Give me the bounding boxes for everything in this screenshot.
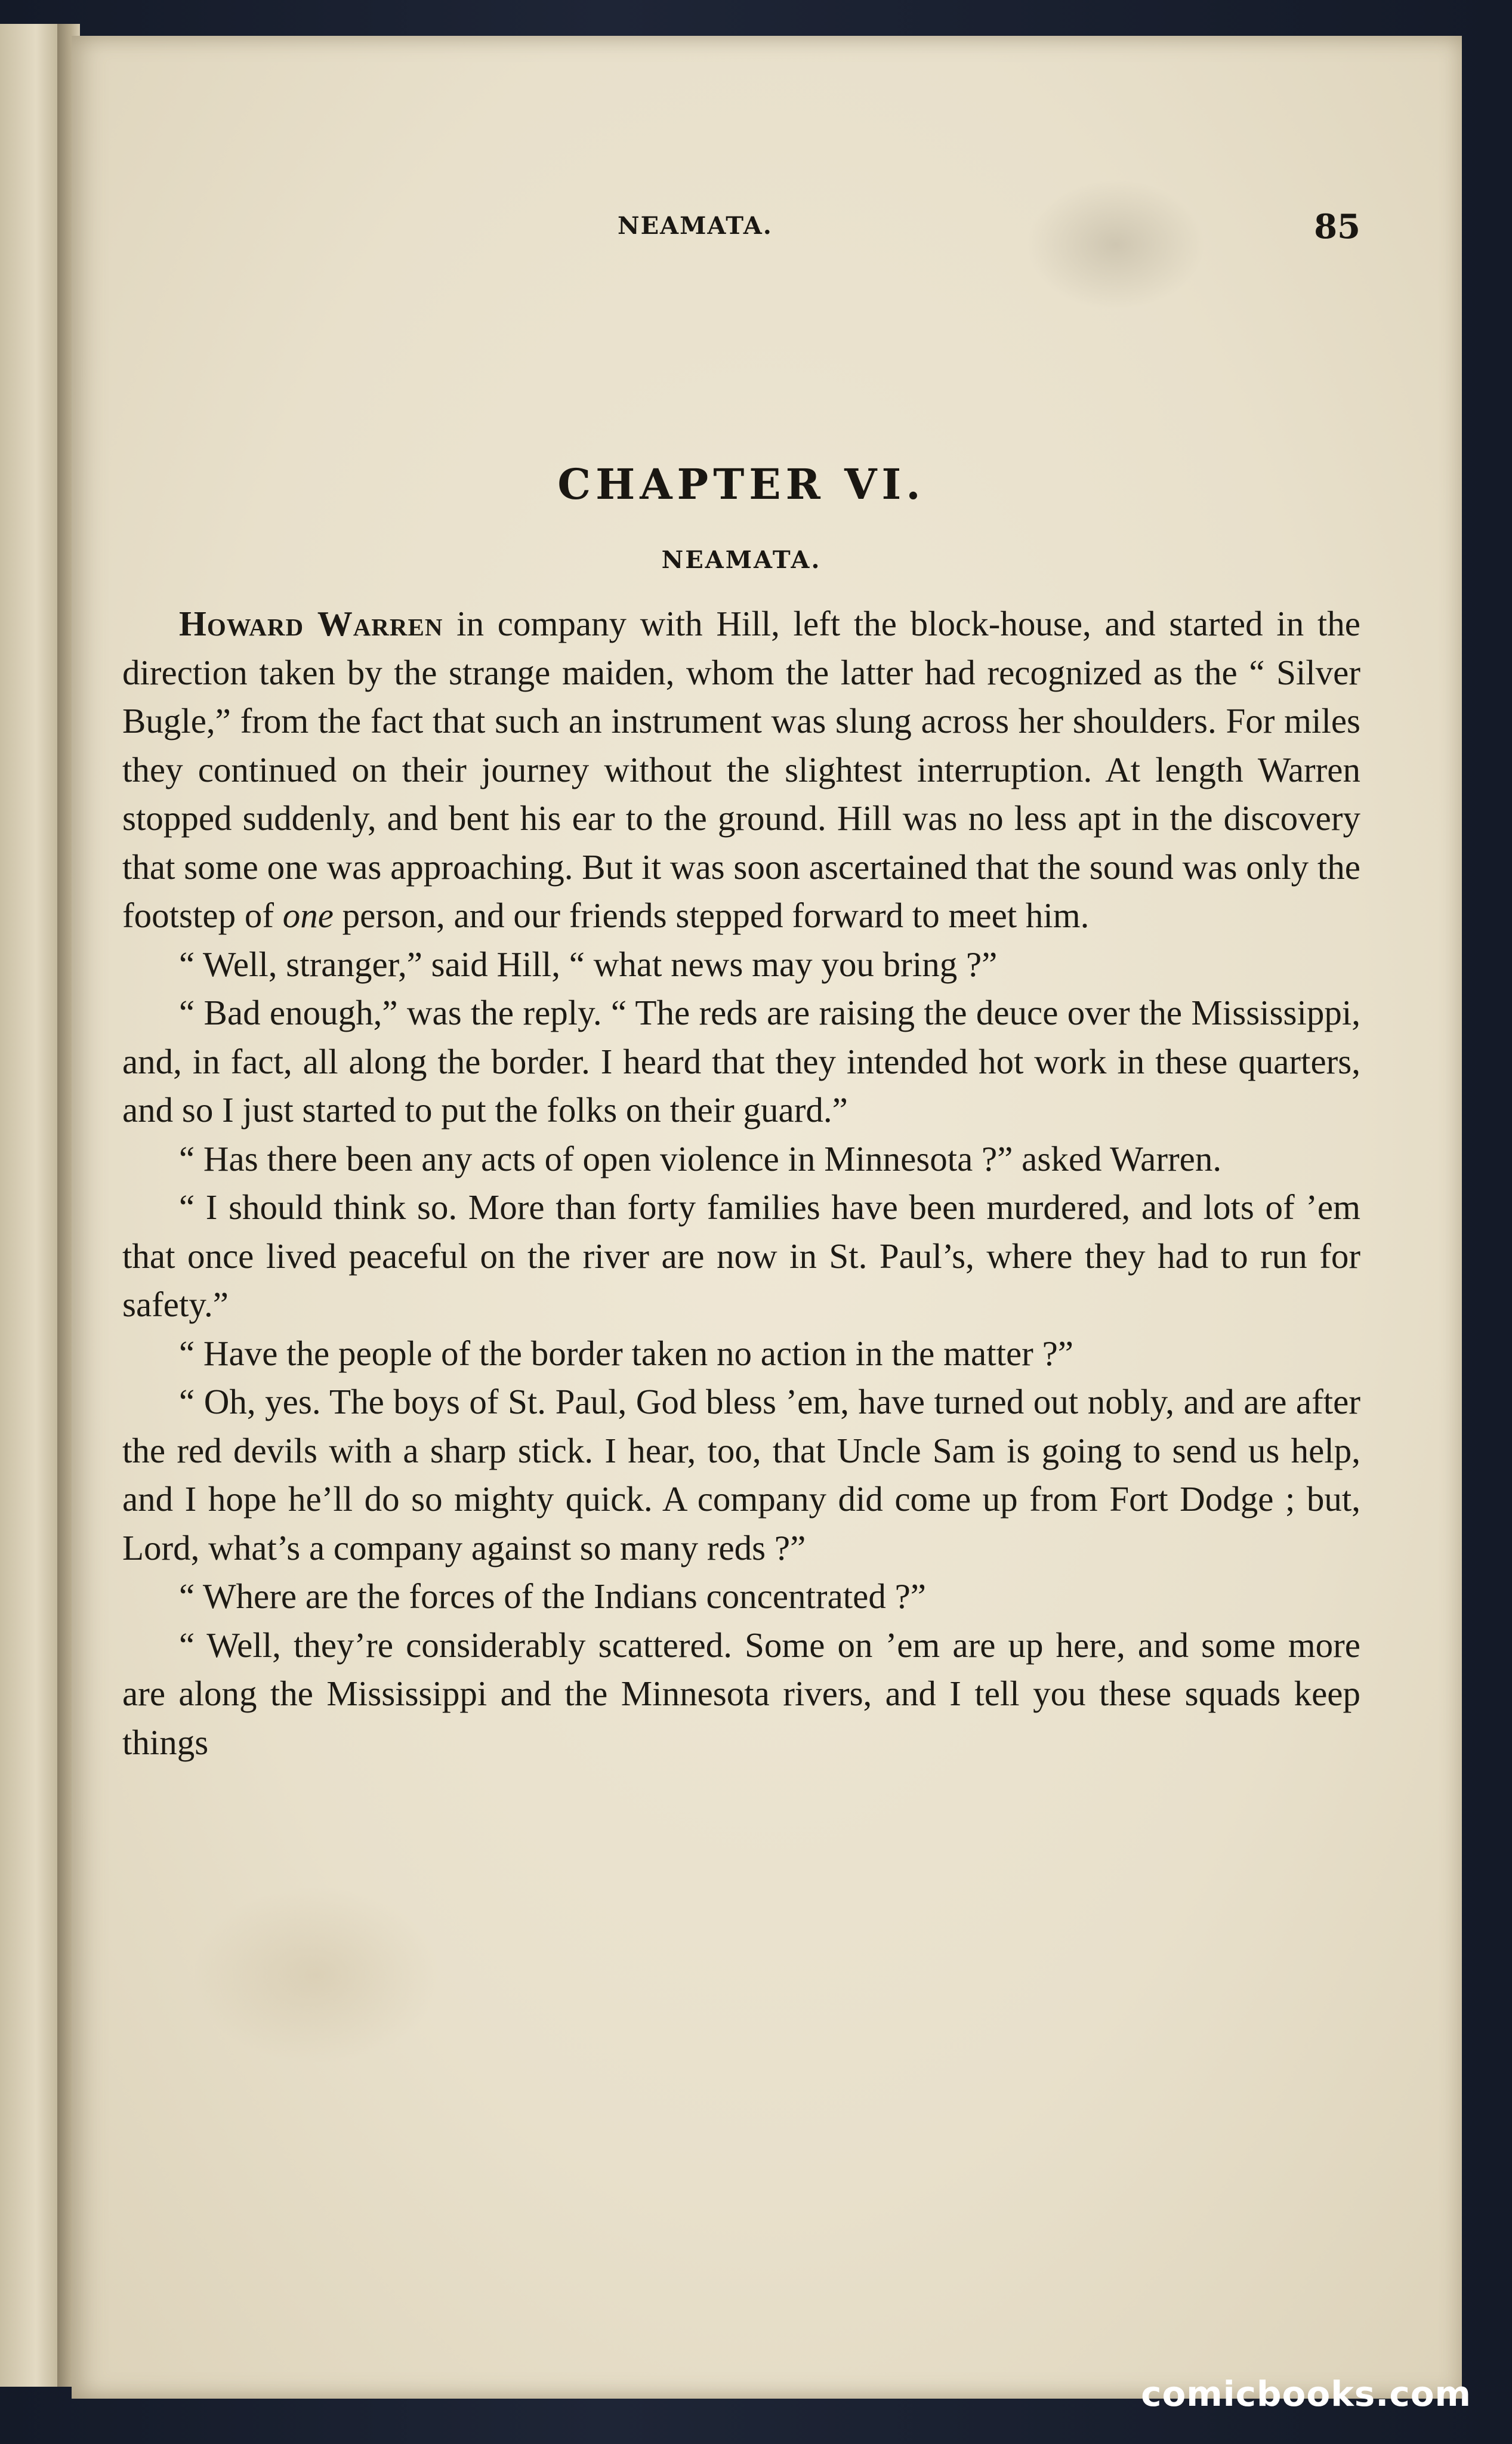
paragraph: “ Well, stranger,” said Hill, “ what news may you bring ?” (179, 944, 998, 984)
paragraph-text: person, and our friends stepped forward to meet him. (333, 896, 1090, 935)
paragraph: “ Bad enough,” was the reply. “ The reds are raising the deuce over the Mississippi, and, in fact, all along the border. I heard that they intended hot work in these quarters, and so I just started to put the folks on their guard.” (122, 993, 1360, 1130)
paragraph (122, 600, 1360, 940)
running-title: NEAMATA. (618, 212, 773, 240)
paragraph: “ Have the people of the border taken no action in the matter ?” (179, 1333, 1073, 1373)
left-page-edge (0, 24, 66, 2387)
site-watermark: comicbooks.com (1141, 2374, 1471, 2414)
book-page (72, 36, 1462, 2399)
emphasis-text: one (282, 896, 334, 935)
paper-stain (191, 1886, 442, 2065)
paragraph: “ Where are the forces of the Indians concentrated ?” (179, 1576, 926, 1616)
paragraph: “ Well, they’re considerably scattered. Some on ’em are up here, and some more are along the Mississippi and the Minnesota rivers, and I tell you these squads keep things (122, 1625, 1360, 1762)
paragraph-text: in company with Hill, left the block-house, and started in the direction taken by the strange maiden, whom the latter had recognized as the “ Silver Bugle,” from the fact that such an instrument was slung across her shoulders. For miles they continued on their journey without the slightest interruption. At length Warren stopped suddenly, and bent his ear to the ground. Hill was no less apt in the discovery that some one was approaching. But it was soon ascertained that the sound was only the footstep of (122, 604, 1360, 935)
page-number: 85 (1314, 207, 1360, 246)
lead-name: Howard Warren (179, 604, 443, 643)
paragraph: “ I should think so. More than forty families have been murdered, and lots of ’em that once lived peaceful on the river are now in St. Paul’s, where they had to run for safety.” (122, 1187, 1360, 1324)
paragraph: “ Oh, yes. The boys of St. Paul, God bless ’em, have turned out nobly, and are after the red devils with a sharp stick. I hear, too, that Uncle Sam is going to send us help, and I hope he’ll do so mighty quick. A company did come up from Fort Dodge ; but, Lord, what’s a company against so many reds ?” (122, 1382, 1360, 1567)
chapter-heading: CHAPTER VI. (557, 459, 925, 509)
chapter-subtitle: NEAMATA. (661, 546, 822, 574)
paragraph: “ Has there been any acts of open violence in Minnesota ?” asked Warren. (179, 1138, 1222, 1178)
body-text (122, 600, 1360, 1767)
running-head (122, 207, 1360, 260)
